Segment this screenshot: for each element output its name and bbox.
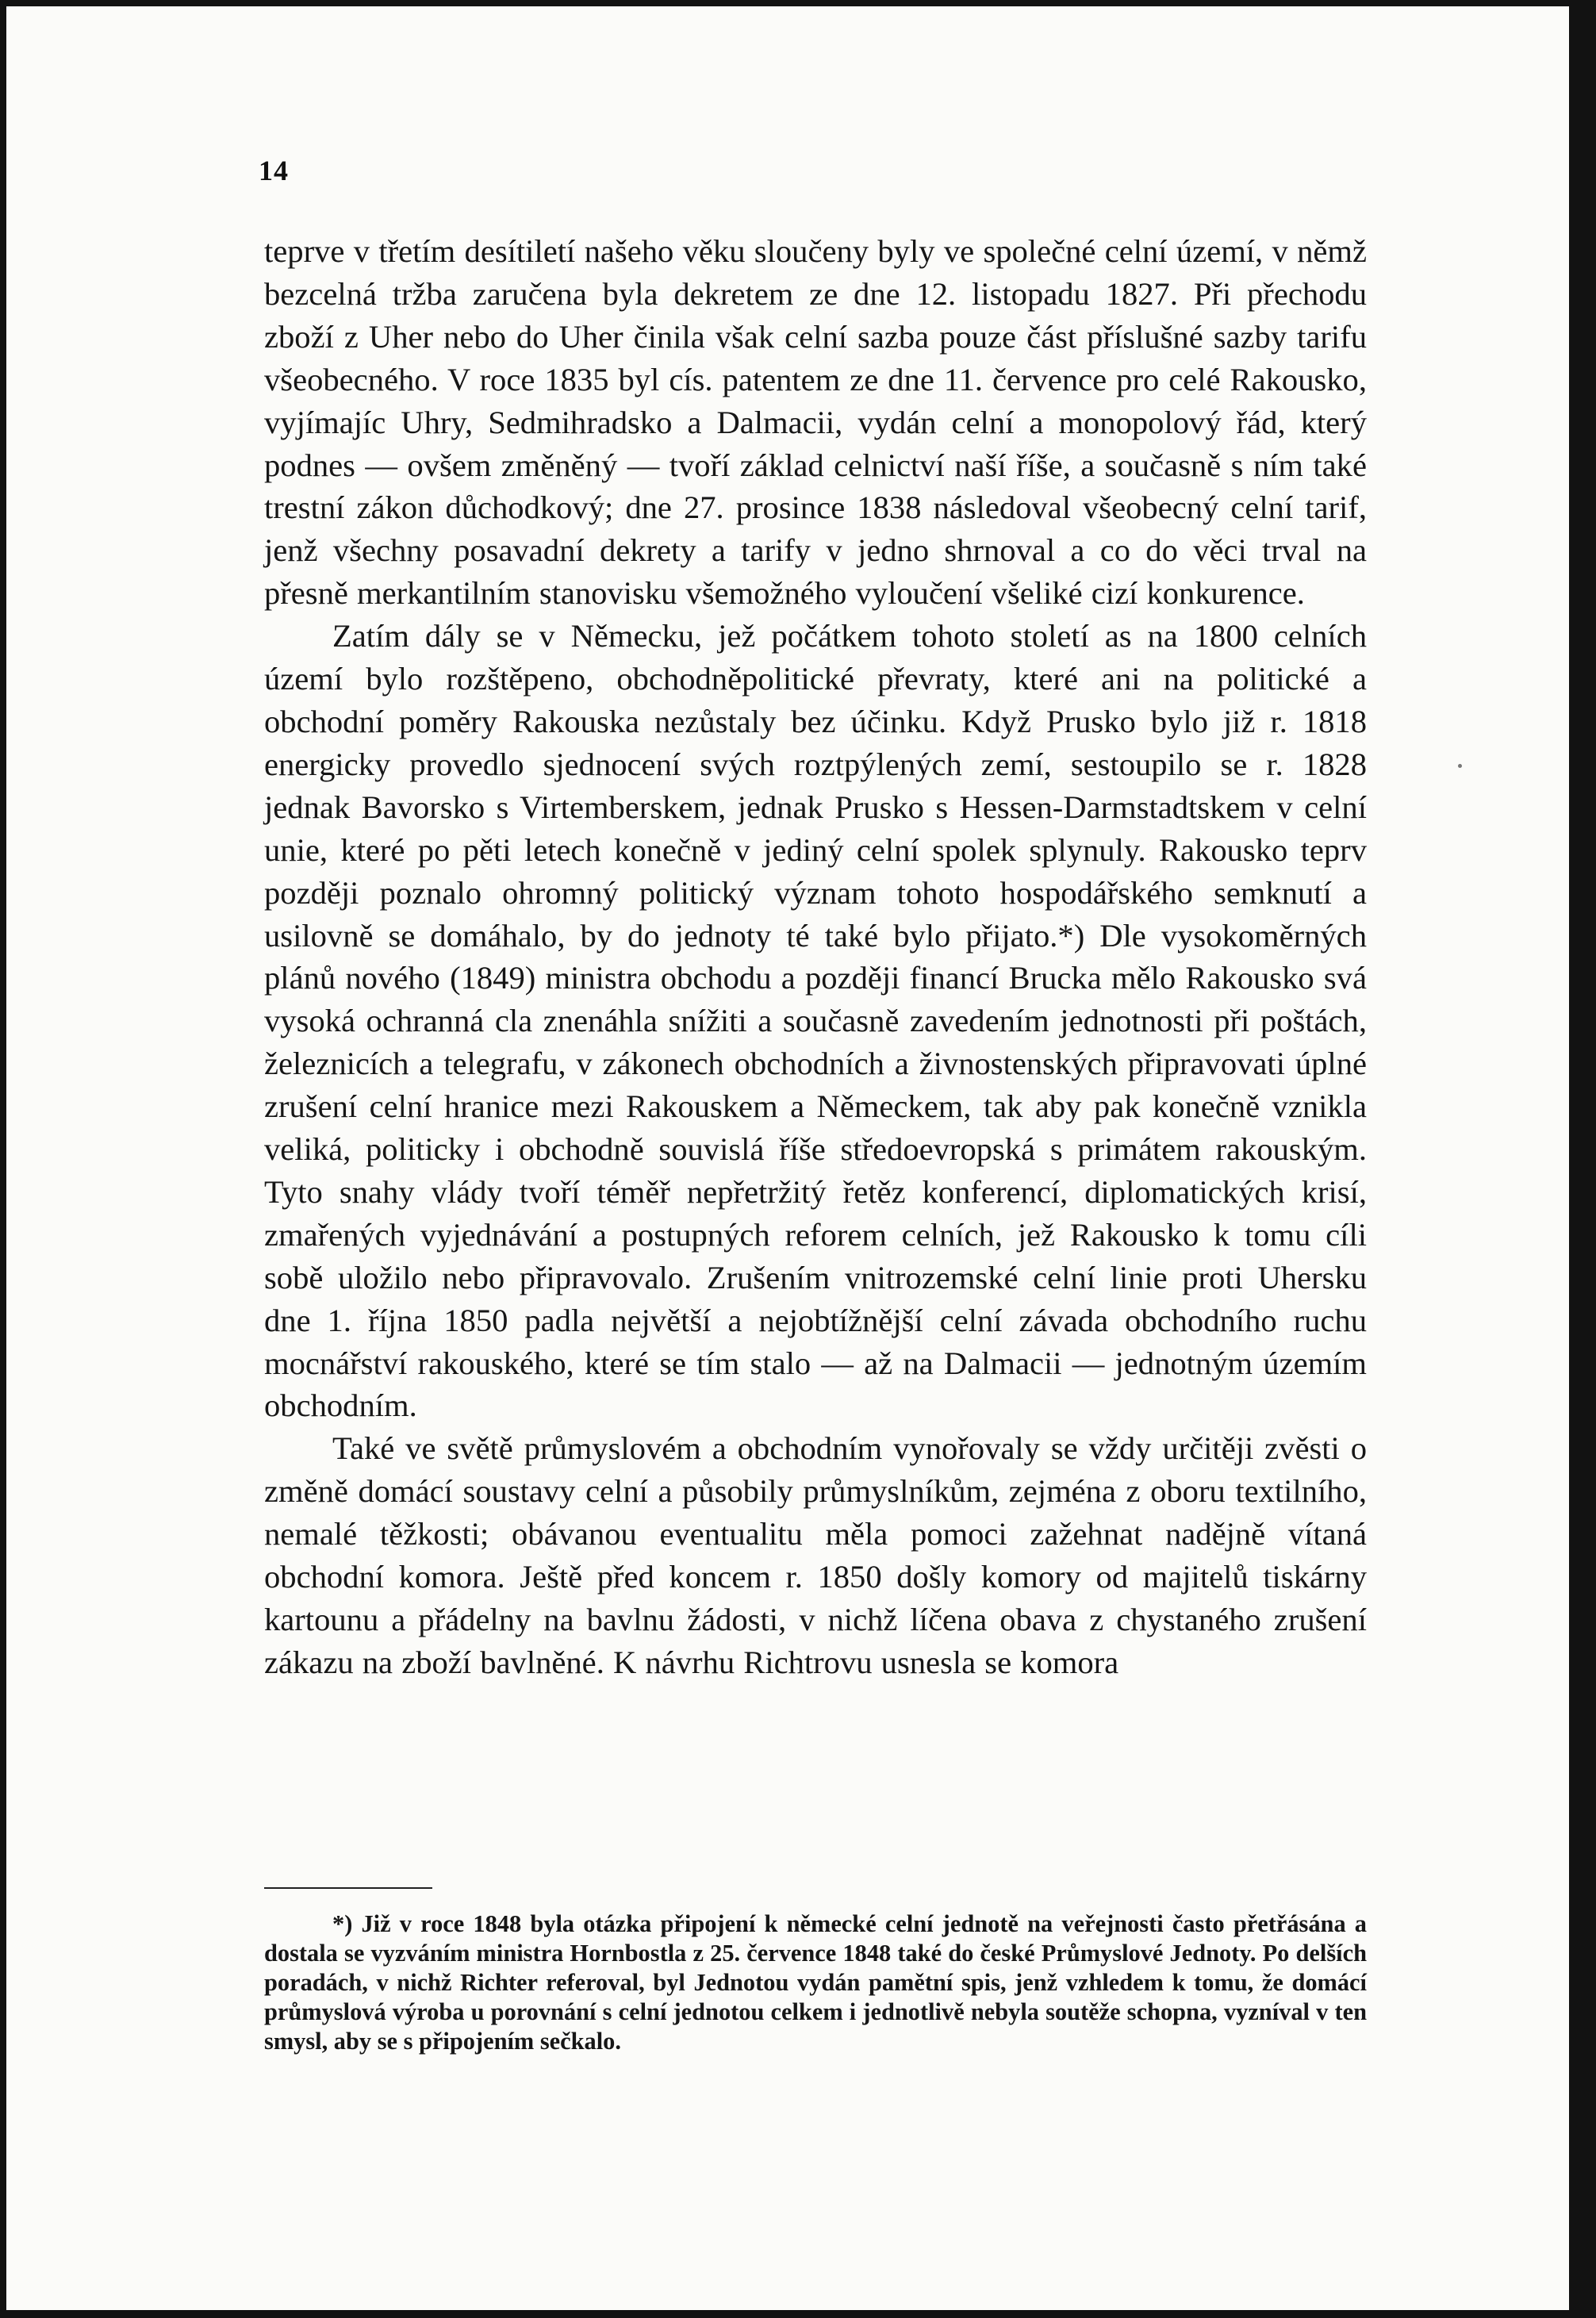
footnote: *) Již v roce 1848 byla otázka připojení k německé celní jednotě na veřejnosti často přetřásána a dostala se vyzváním ministra Hornbostla z 25. července 1848 také do české Průmyslové Jednoty. Po delších poradách, v nichž Richter referoval, byl Jednotou vydán pamětní spis, jenž vzhledem k tomu, že domácí průmyslová výroba u porovnání s celní jednotou celkem i jednotlivě nebyla soutěže schopna, vyzníval v ten smysl, aby se s připojením sečkalo. — [264, 1910, 1367, 2055]
paragraph: Také ve světě průmyslovém a obchodním vynořovaly se vždy určitěji zvěsti o změně domácí soustavy celní a působily průmyslníkům, zejména z oboru textilního, nemalé těžkosti; obávanou eventualitu měla pomoci zažehnat nadějně vítaná obchodní komora. Ještě před koncem r. 1850 došly komory od majitelů tiskárny kartounu a přádelny na bavlnu žádosti, v nichž líčena obava z chystaného zrušení zákazu na zboží bavlněné. K návrhu Richtrovu usnesla se komora — [264, 1430, 1367, 1680]
page-number: 14 — [259, 155, 289, 186]
paragraph-continued: teprve v třetím desítiletí našeho věku sloučeny byly ve společné celní území, v němž bezcelná tržba zaručena byla dekretem ze dne 12. listopadu 1827. Při přechodu zboží z Uher nebo do Uher činila však celní sazba pouze část příslušné sazby tarifu všeobecného. V roce 1835 byl cís. patentem ze dne 11. července pro celé Rakousko, vyjímajíc Uhry, Sedmihradsko a Dalmacii, vydán celní a monopolový řád, který podnes — ovšem změněný — tvoří základ celnictví naší říše, a současně s ním také trestní zákon důchodkový; dne 27. prosince 1838 následoval všeobecný celní tarif, jenž všechny posavadní dekrety a tarify v jedno shrnoval a co do věci trval na přesně merkantilním stanovisku všemožného vyloučení všeliké cizí konkurence. — [264, 233, 1367, 612]
scan-speck — [1458, 764, 1462, 768]
footnote-divider — [264, 1887, 432, 1889]
book-page — [6, 6, 1569, 2310]
body-text — [264, 230, 1367, 1684]
paragraph: Zatím dály se v Německu, jež počátkem tohoto století as na 1800 celních území bylo rozštěpeno, obchodněpolitické převraty, které ani na politické a obchodní poměry Rakouska nezůstaly bez účinku. Když Prusko bylo již r. 1818 energicky provedlo sjednocení svých roztpýlených zemí, sestoupilo se r. 1828 jednak Bavorsko s Virtemberskem, jednak Prusko s Hessen-Darmstadtskem v celní unie, které po pěti letech konečně v jediný celní spolek splynuly. Rakousko teprv později poznalo ohromný politický význam tohoto hospodářského semknutí a usilovně se domáhalo, by do jednoty té také bylo přijato.*) Dle vysokoměrných plánů nového (1849) ministra obchodu a později financí Brucka mělo Rakousko svá vysoká ochranná cla znenáhla snížiti a současně zavedením jednotnosti při poštách, železnicích a telegrafu, v zákonech obchodních a živnostenských připravovati úplné zrušení celní hranice mezi Rakouskem a Německem, tak aby pak konečně vznikla veliká, politicky i obchodně souvislá říše středoevropská s primátem rakouským. Tyto snahy vlády tvoří téměř nepřetržitý řetěz konferencí, diplomatických krisí, zmařených vyjednávání a postupných reforem celních, jež Rakousko k tomu cíli sobě uložilo nebo připravovalo. Zrušením vnitrozemské celní linie proti Uhersku dne 1. října 1850 padla největší a nejobtížnější celní závada obchodního ruchu mocnářství rakouského, které se tím stalo — až na Dalmacii — jednotným územím obchodním. — [264, 618, 1367, 1424]
